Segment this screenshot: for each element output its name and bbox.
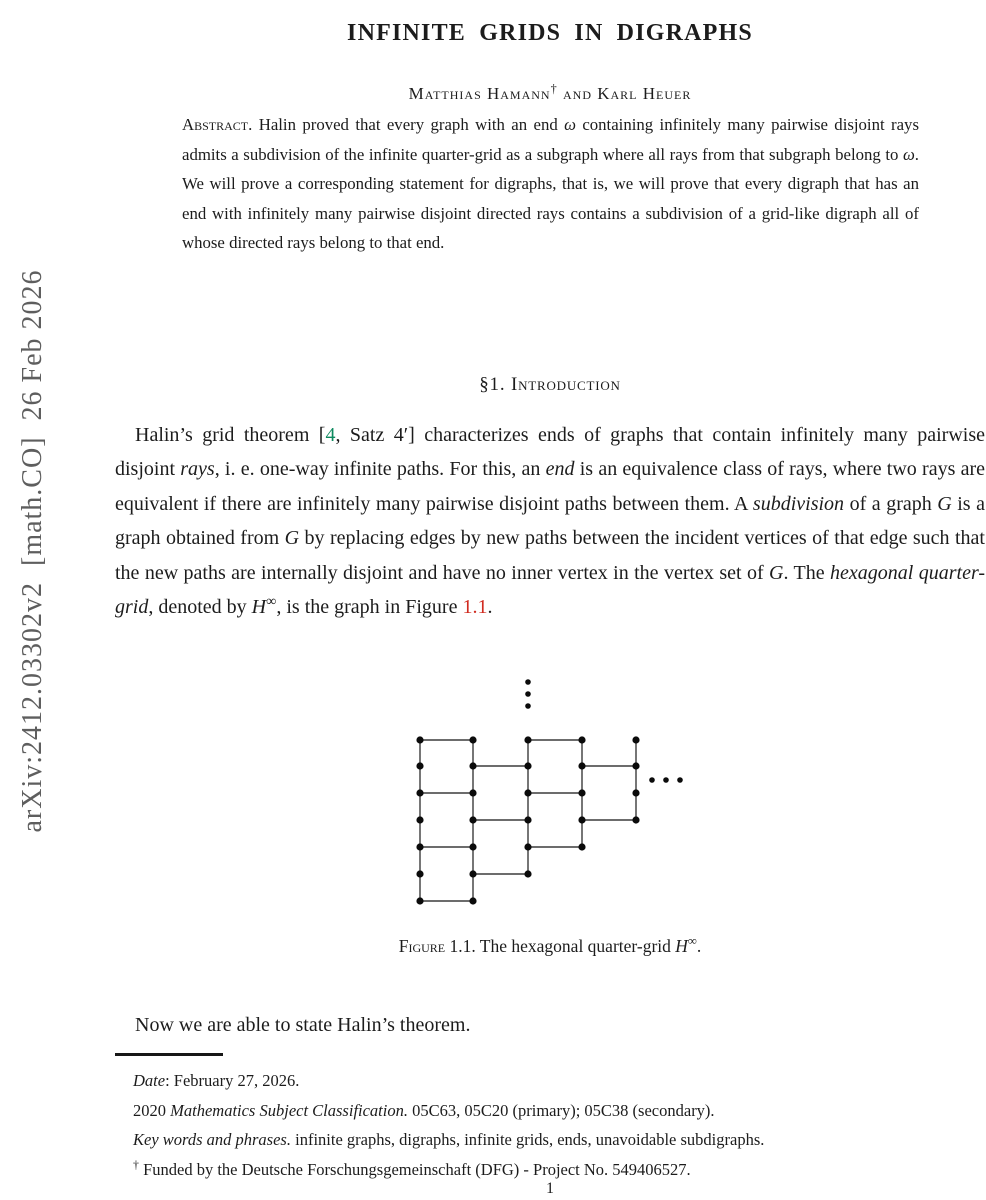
horizontal-ellipsis-dot — [663, 777, 669, 783]
text-run: H — [675, 936, 688, 956]
text-run: Key words and phrases. — [133, 1130, 291, 1149]
section-heading — [115, 374, 985, 396]
text-run: is an equivalence class of rays, where two rays are equivalent if there are infinitely many pairwise disjoint paths between them. A — [115, 458, 986, 515]
grid-vertex — [524, 789, 531, 796]
grid-vertex — [416, 789, 423, 796]
grid-vertex — [416, 897, 423, 904]
text-run: : February 27, 2026. — [165, 1071, 300, 1090]
vertical-ellipsis-dot — [525, 691, 531, 697]
text-run: Abstract. — [182, 115, 253, 134]
figure-ref-link[interactable]: 1.1 — [462, 596, 488, 619]
grid-vertex — [632, 816, 639, 823]
grid-vertex — [632, 789, 639, 796]
text-run: , i. e. one-way infinite paths. For this, an — [214, 458, 546, 481]
text-run: Now we are able to state Halin’s theorem. — [135, 1014, 471, 1036]
text-run: ω — [902, 144, 915, 164]
text-run: Matthias Hamann — [408, 84, 551, 103]
text-run: . — [487, 596, 493, 619]
grid-vertex — [469, 762, 476, 769]
citation-link-4[interactable]: 4 — [325, 424, 336, 446]
grid-vertex — [578, 736, 585, 743]
text-run: The hexagonal quarter-grid — [475, 936, 676, 956]
text-run: end — [545, 458, 575, 481]
text-run: . We will prove a corresponding statement for digraphs, that is, we will prove that every digraph that has an end with infinitely many pairwise disjoint directed rays contains a subdivision of a grid-like digraph all of whose directed rays belong to that end. — [182, 144, 919, 252]
grid-vertex — [469, 789, 476, 796]
footnote-rule — [115, 1053, 223, 1056]
grid-vertex — [469, 816, 476, 823]
grid-vertex — [469, 843, 476, 850]
text-run: G — [769, 561, 784, 584]
text-run: . The — [783, 561, 831, 584]
arxiv-watermark: arXiv:2412.03302v2 [math.CO] 26 Feb 2026 — [17, 269, 48, 833]
grid-vertex — [524, 870, 531, 877]
text-run: Karl Heuer — [597, 84, 692, 103]
text-run: Funded by the Deutsche Forschungsgemeinschaft (DFG) - Project No. 549406527. — [138, 1159, 691, 1179]
text-run: 2020 — [133, 1100, 171, 1120]
text-run: infinite graphs, digraphs, infinite grids, ends, unavoidable subdigraphs. — [290, 1130, 765, 1149]
grid-vertex — [578, 816, 585, 823]
text-run: . — [696, 936, 702, 956]
grid-vertex — [416, 736, 423, 743]
grid-vertex — [524, 762, 531, 769]
footnote-date — [115, 1066, 985, 1096]
grid-vertex — [578, 762, 585, 769]
text-run: † — [133, 1157, 139, 1171]
text-run: , denoted by — [148, 596, 252, 619]
grid-vertex — [416, 816, 423, 823]
page-number: 1 — [546, 1180, 554, 1197]
text-run: is a graph obtained from — [115, 492, 986, 550]
grid-vertex — [524, 843, 531, 850]
paper-title: INFINITE GRIDS IN DIGRAPHS — [347, 20, 753, 46]
footnotes-block — [115, 1066, 985, 1184]
text-run: subdivision — [752, 492, 845, 515]
grid-vertex — [416, 762, 423, 769]
grid-vertex — [469, 897, 476, 904]
text-run: G — [937, 492, 952, 515]
text-run: and — [557, 84, 598, 103]
text-run: Date — [133, 1071, 166, 1090]
grid-vertex — [416, 870, 423, 877]
section-number: §1. — [479, 374, 511, 395]
grid-vertex — [632, 736, 639, 743]
grid-vertex — [578, 843, 585, 850]
horizontal-ellipsis-dot — [649, 777, 655, 783]
figure-caption — [115, 936, 985, 957]
text-run: ∞ — [266, 593, 277, 610]
text-run: G — [284, 527, 300, 550]
text-run: ω — [564, 115, 576, 134]
footnote-msc — [115, 1096, 985, 1126]
abstract — [182, 110, 919, 258]
grid-vertex — [524, 816, 531, 823]
text-run: Halin proved that every graph with an end — [252, 115, 565, 134]
horizontal-ellipsis-dot — [677, 777, 683, 783]
footnote-keywords — [115, 1125, 985, 1155]
text-run: by replacing edges by new paths between the incident vertices of that edge such that the new paths are internally disjoint and have no inner vertex in the vertex set of — [115, 527, 985, 584]
authors-line — [115, 81, 985, 104]
text-run: Halin’s grid theorem [ — [135, 424, 326, 446]
text-run: ∞ — [687, 934, 697, 949]
text-run: H — [251, 596, 267, 619]
grid-vertex — [416, 843, 423, 850]
text-run: containing infinitely many pairwise disjoint rays admits a subdivision of the infinite quarter-grid as a subgraph where all rays from that subgraph belong to — [182, 115, 919, 164]
grid-vertex — [469, 736, 476, 743]
text-run: rays — [180, 458, 215, 481]
section-title: Introduction — [510, 374, 621, 395]
hexagonal-quarter-grid-figure — [400, 676, 700, 916]
text-run: Mathematics Subject Classification. — [170, 1100, 408, 1120]
text-run: hexagonal quarter-grid — [115, 561, 985, 619]
grid-vertex — [469, 870, 476, 877]
text-run: † — [550, 81, 558, 96]
vertical-ellipsis-dot — [525, 703, 531, 709]
text-run: 05C63, 05C20 (primary); 05C38 (secondary). — [407, 1100, 715, 1120]
vertical-ellipsis-dot — [525, 679, 531, 685]
intro-paragraph — [115, 418, 985, 624]
text-run: Figure 1.1. — [398, 936, 476, 956]
grid-vertex — [632, 762, 639, 769]
grid-vertex — [524, 736, 531, 743]
grid-vertex — [578, 789, 585, 796]
halin-theorem-lead — [115, 1008, 985, 1042]
text-run: of a graph — [844, 492, 938, 515]
text-run: , is the graph in Figure — [276, 596, 463, 619]
text-run: , Satz 4′] characterizes ends of graphs that contain infinitely many pairwise disjoint — [115, 424, 985, 481]
